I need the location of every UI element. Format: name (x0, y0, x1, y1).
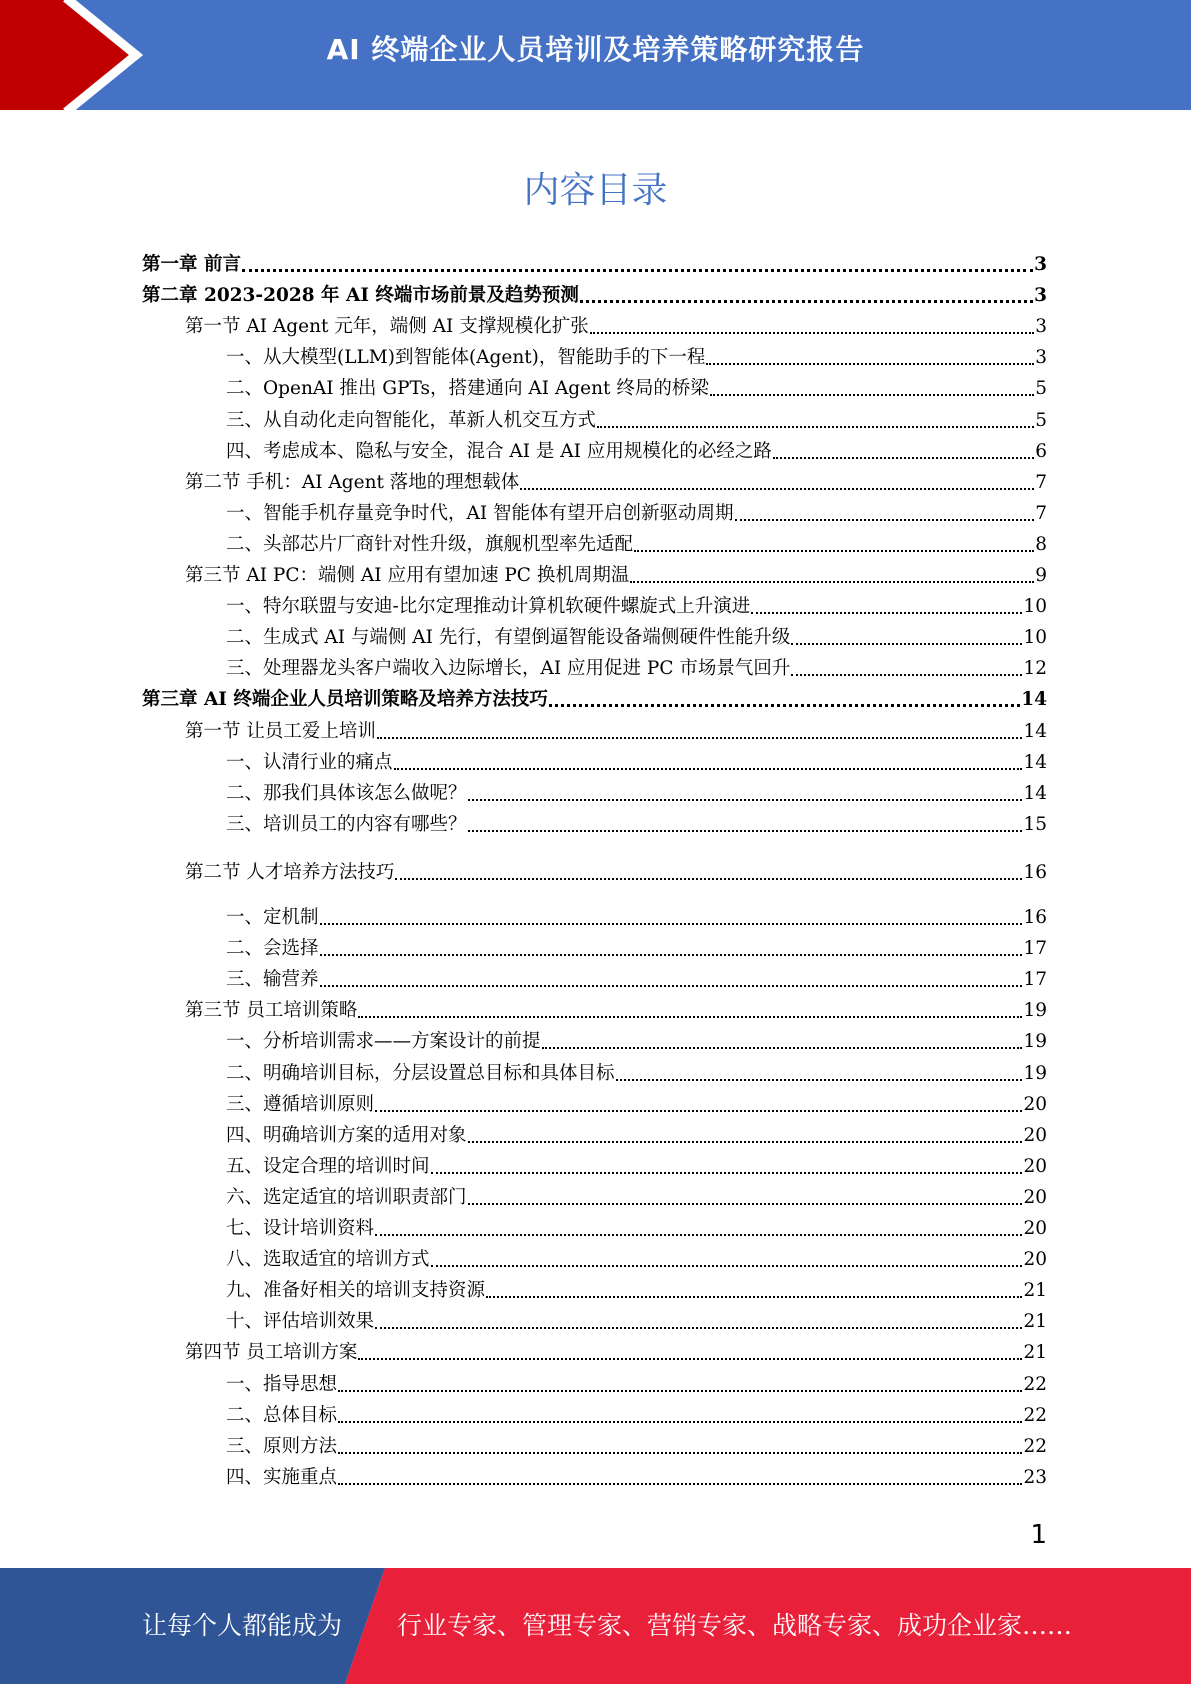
toc-entry-title: 一、认清行业的痛点 (226, 751, 393, 773)
header-banner (0, 0, 1191, 110)
dot-leader (395, 878, 1022, 880)
toc-entry-title: 一、从大模型(LLM)到智能体(Agent)，智能助手的下一程 (226, 347, 706, 369)
toc-entry[interactable] (226, 656, 1047, 682)
toc-entry-title: 二、OpenAI 推出 GPTs，搭建通向 AI Agent 终局的桥梁 (226, 378, 709, 400)
dot-leader (338, 1390, 1022, 1392)
toc-entry[interactable] (226, 1123, 1047, 1149)
toc-entry-page: 5 (1035, 378, 1047, 400)
dot-leader (791, 643, 1022, 645)
toc-entry[interactable] (226, 501, 1047, 527)
toc-entry[interactable] (226, 345, 1047, 371)
toc-entry[interactable] (226, 1465, 1047, 1491)
toc-entry[interactable] (226, 905, 1047, 931)
toc-entry-page: 16 (1023, 861, 1047, 883)
toc-entry-page: 19 (1023, 1000, 1047, 1022)
dot-leader (542, 1047, 1023, 1049)
toc-entry-page: 3 (1035, 347, 1047, 369)
page-number: 1 (1030, 1520, 1047, 1550)
toc-entry-title: 九、准备好相关的培训支持资源 (226, 1280, 486, 1302)
toc-entry-title: 第二章 2023-2028 年 AI 终端市场前景及趋势预测 (142, 285, 579, 307)
toc-entry-page: 16 (1023, 907, 1047, 928)
toc-heading: 内容目录 (523, 170, 668, 211)
toc-entry-page: 3 (1034, 285, 1047, 307)
dot-leader (338, 1421, 1022, 1423)
toc-entry[interactable] (226, 1403, 1047, 1429)
dot-leader (580, 300, 1033, 303)
toc-entry[interactable] (226, 439, 1047, 465)
toc-entry[interactable] (226, 376, 1047, 402)
toc-entry-title: 八、选取适宜的培训方式 (226, 1249, 430, 1271)
toc-entry[interactable] (226, 625, 1047, 651)
toc-entry-page: 20 (1023, 1093, 1047, 1115)
dot-leader (616, 1079, 1023, 1081)
toc-entry-title: 二、生成式 AI 与端侧 AI 先行，有望倒逼智能设备端侧硬件性能升级 (226, 627, 791, 649)
toc-entry[interactable] (185, 719, 1047, 745)
dot-leader (735, 519, 1035, 521)
toc-entry-page: 17 (1023, 938, 1047, 960)
toc-entry-page: 9 (1035, 565, 1047, 586)
dot-leader (520, 488, 1034, 490)
toc-entry-page: 19 (1023, 1031, 1047, 1053)
footer-banner (0, 1568, 1191, 1684)
footer-slogan-left: 让每个人都能成为 (142, 1611, 343, 1640)
dot-leader (431, 1172, 1023, 1174)
toc-entry-page: 22 (1023, 1373, 1047, 1395)
toc-entry[interactable] (185, 1340, 1047, 1366)
dot-leader (338, 1483, 1022, 1485)
toc-entry-page: 8 (1035, 533, 1047, 555)
toc-entry-title: 一、特尔联盟与安迪-比尔定理推动计算机软硬件螺旋式上升演进 (226, 596, 751, 618)
toc-entry-page: 21 (1023, 1280, 1047, 1302)
toc-entry-page: 10 (1023, 627, 1047, 649)
toc-entry[interactable] (226, 1092, 1047, 1118)
dot-leader (751, 612, 1022, 614)
toc-entry-page: 5 (1035, 409, 1047, 431)
toc-entry[interactable] (185, 470, 1047, 496)
toc-entry[interactable] (226, 967, 1047, 993)
toc-entry-title: 二、会选择 (226, 938, 319, 960)
toc-entry[interactable] (226, 1247, 1047, 1273)
toc-entry-title: 一、分析培训需求——方案设计的前提 (226, 1031, 541, 1053)
toc-entry-page: 20 (1023, 1155, 1047, 1177)
report-title: AI 终端企业人员培训及培养策略研究报告 (326, 33, 865, 66)
toc-entry-title: 二、总体目标 (226, 1404, 338, 1426)
dot-leader (242, 269, 1033, 272)
toc-entry-title: 第一节 AI Agent 元年，端侧 AI 支撑规模化扩张 (185, 316, 589, 338)
toc-entry[interactable] (185, 998, 1047, 1024)
dot-leader (468, 1203, 1023, 1205)
toc-entry[interactable] (226, 750, 1047, 776)
toc-entry-page: 15 (1023, 813, 1047, 835)
dot-leader (549, 704, 1020, 707)
dot-leader (320, 954, 1023, 956)
toc-entry[interactable] (226, 594, 1047, 620)
toc-entry-title: 三、处理器龙头客户端收入边际增长，AI 应用促进 PC 市场景气回升 (226, 658, 791, 680)
toc-entry[interactable] (226, 1309, 1047, 1335)
dot-leader (486, 1296, 1022, 1298)
toc-entry[interactable] (185, 314, 1047, 340)
toc-entry-title: 三、原则方法 (226, 1435, 338, 1457)
toc-entry[interactable] (226, 936, 1047, 962)
dot-leader (338, 1452, 1022, 1454)
toc-entry-page: 14 (1023, 782, 1047, 804)
dot-leader (468, 830, 1023, 832)
toc-entry-title: 第一章 前言 (142, 254, 241, 275)
dot-leader (375, 1110, 1022, 1112)
toc-entry-page: 21 (1023, 1311, 1047, 1333)
toc-entry-title: 一、指导思想 (226, 1373, 338, 1395)
toc-entry-page: 22 (1023, 1404, 1047, 1426)
dot-leader (590, 332, 1034, 334)
toc-entry-page: 14 (1023, 751, 1047, 773)
dot-leader (468, 799, 1023, 801)
toc-entry-page: 12 (1023, 658, 1047, 680)
toc-entry-page: 20 (1023, 1249, 1047, 1271)
toc-entry-title: 六、选定适宜的培训职责部门 (226, 1186, 467, 1208)
toc-entry-page: 6 (1035, 440, 1047, 462)
toc-entry-page: 19 (1023, 1062, 1047, 1084)
toc-entry-page: 20 (1023, 1124, 1047, 1146)
toc-entry-title: 三、从自动化走向智能化，革新人机交互方式 (226, 409, 597, 431)
toc-entry[interactable] (226, 1278, 1047, 1304)
dot-leader (375, 1327, 1022, 1329)
toc-entry[interactable] (226, 532, 1047, 558)
toc-entry-title: 三、遵循培训原则 (226, 1093, 375, 1115)
dot-leader (773, 457, 1034, 459)
toc-entry[interactable] (226, 1434, 1047, 1460)
toc-entry-page: 21 (1023, 1342, 1047, 1364)
dot-leader (468, 1141, 1023, 1143)
toc-entry[interactable] (142, 252, 1047, 278)
dot-leader (320, 985, 1023, 987)
dot-leader (358, 1358, 1022, 1360)
toc-entry[interactable] (226, 1029, 1047, 1055)
toc-entry[interactable] (226, 1061, 1047, 1087)
dot-leader (597, 426, 1034, 428)
toc-entry-title: 一、定机制 (226, 907, 319, 928)
toc-entry[interactable] (226, 1216, 1047, 1242)
toc-entry-page: 3 (1034, 254, 1047, 275)
toc-entry-page: 22 (1023, 1435, 1047, 1457)
dot-leader (706, 363, 1034, 365)
toc-entry-title: 第三章 AI 终端企业人员培训策略及培养方法技巧 (142, 689, 548, 711)
toc-entry-title: 第二节 手机：AI Agent 落地的理想载体 (185, 471, 520, 493)
toc-entry-title: 第三节 员工培训策略 (185, 1000, 358, 1022)
toc-entry-page: 20 (1023, 1186, 1047, 1208)
toc-entry[interactable] (185, 563, 1047, 589)
toc-entry-title: 二、头部芯片厂商针对性升级，旗舰机型率先适配 (226, 533, 634, 555)
dot-leader (358, 1016, 1022, 1018)
toc-entry-page: 3 (1035, 316, 1047, 338)
dot-leader (377, 737, 1023, 739)
toc-entry[interactable] (226, 408, 1047, 434)
dot-leader (710, 394, 1034, 396)
toc-entry[interactable] (226, 781, 1047, 807)
toc-entry[interactable] (226, 1154, 1047, 1180)
toc-entry-title: 二、明确培训目标，分层设置总目标和具体目标 (226, 1062, 615, 1084)
toc-entry-page: 10 (1023, 596, 1047, 618)
toc-entry[interactable] (226, 1185, 1047, 1211)
toc-entry-page: 7 (1035, 471, 1047, 493)
toc-entry[interactable] (142, 283, 1047, 309)
toc-entry-title: 四、考虑成本、隐私与安全，混合 AI 是 AI 应用规模化的必经之路 (226, 440, 772, 462)
toc-entry-title: 第四节 员工培训方案 (185, 1342, 358, 1364)
toc-entry-title: 七、设计培训资料 (226, 1218, 375, 1239)
dot-leader (375, 1234, 1022, 1236)
toc-entry-title: 二、那我们具体该怎么做呢？ (226, 782, 467, 804)
toc-entry-title: 第三节 AI PC：端侧 AI 应用有望加速 PC 换机周期温 (185, 565, 630, 586)
toc-entry-title: 第二节 人才培养方法技巧 (185, 861, 395, 883)
dot-leader (394, 768, 1023, 770)
toc-entry-title: 三、培训员工的内容有哪些？ (226, 813, 467, 835)
toc-entry-page: 17 (1023, 969, 1047, 991)
dot-leader (431, 1265, 1023, 1267)
toc-entry[interactable] (142, 687, 1047, 713)
toc-entry[interactable] (185, 860, 1047, 886)
toc-entry-title: 四、实施重点 (226, 1466, 338, 1488)
toc-entry-page: 7 (1035, 502, 1047, 524)
toc-entry-title: 第一节 让员工爱上培训 (185, 720, 376, 742)
dot-leader (634, 550, 1034, 552)
toc-entry-title: 一、智能手机存量竞争时代，AI 智能体有望开启创新驱动周期 (226, 502, 734, 524)
toc-entry-page: 23 (1023, 1466, 1047, 1488)
toc-entry-title: 四、明确培训方案的适用对象 (226, 1124, 467, 1146)
footer-slogan-right: 行业专家、管理专家、营销专家、战略专家、成功企业家…… (397, 1611, 1073, 1640)
toc-entry-page: 20 (1023, 1218, 1047, 1239)
toc-entry-title: 五、设定合理的培训时间 (226, 1155, 430, 1177)
toc-entry[interactable] (226, 1372, 1047, 1398)
toc-entry-title: 三、输营养 (226, 969, 319, 991)
dot-leader (320, 923, 1023, 925)
toc-entry-page: 14 (1021, 689, 1047, 711)
toc-entry-page: 14 (1023, 720, 1047, 742)
dot-leader (630, 581, 1034, 583)
toc-entry-title: 十、评估培训效果 (226, 1311, 375, 1333)
toc-entry[interactable] (226, 812, 1047, 838)
dot-leader (791, 674, 1022, 676)
